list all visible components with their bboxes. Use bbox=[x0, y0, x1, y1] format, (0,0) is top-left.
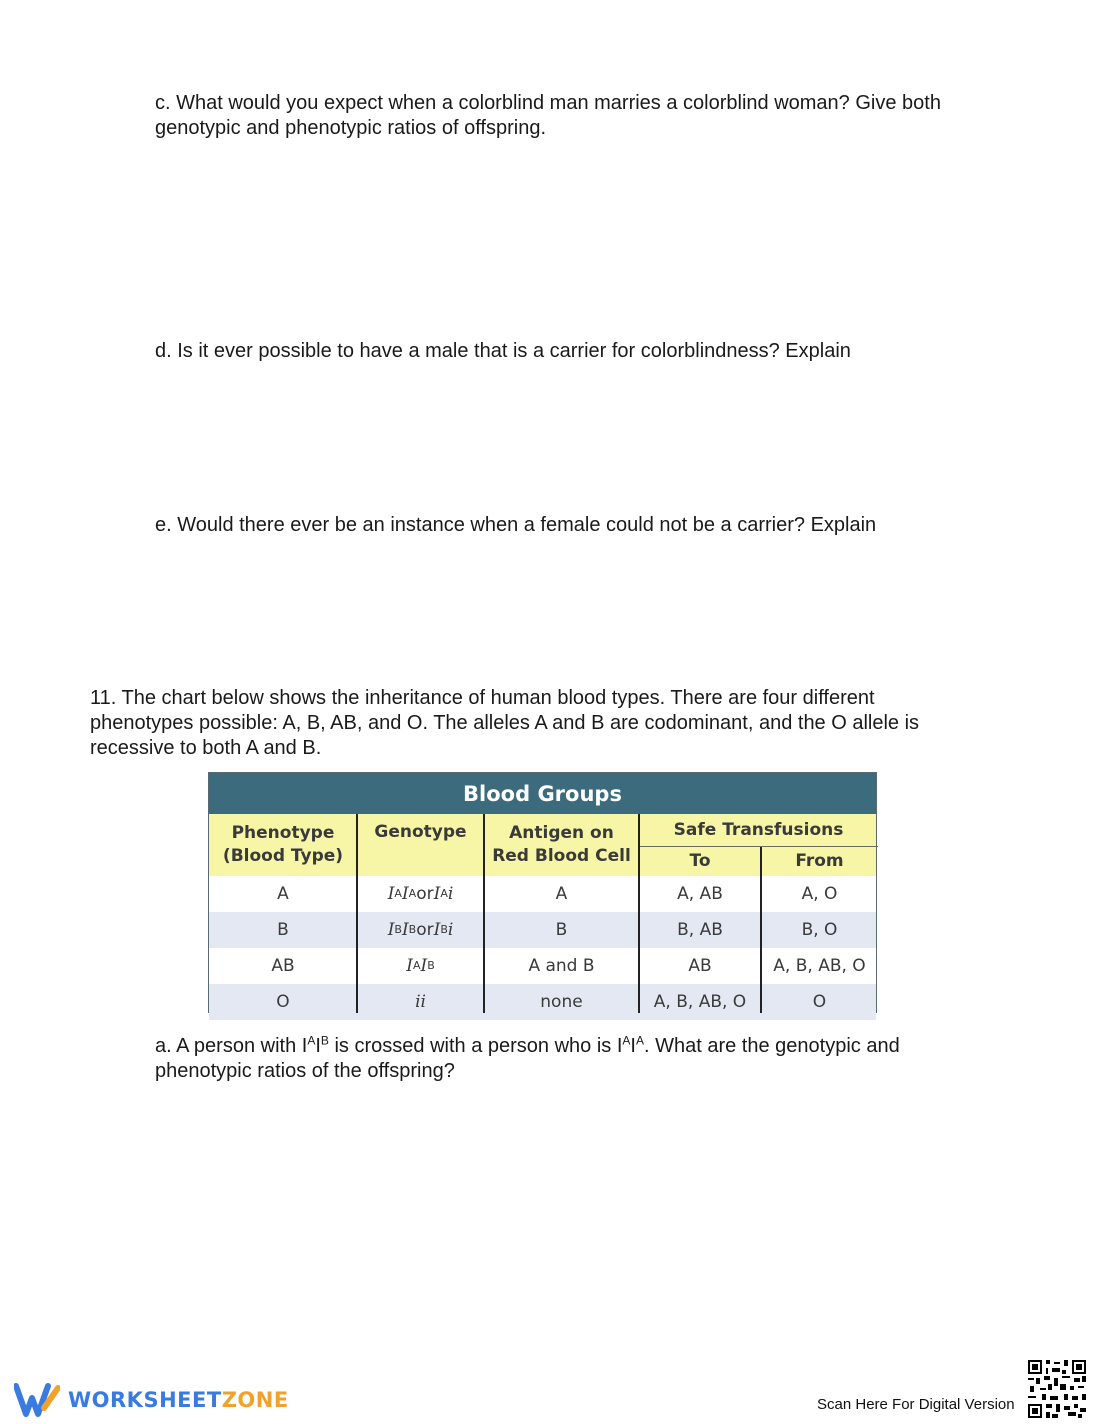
table-header-band bbox=[209, 814, 876, 876]
genotype-cell: I B I B or I B i bbox=[387, 920, 454, 940]
header-phenotype-line1: Phenotype bbox=[231, 823, 335, 843]
question-11 bbox=[90, 686, 919, 761]
brand-name-part2: ZONE bbox=[221, 1388, 289, 1412]
divider bbox=[639, 846, 878, 847]
superscript: A bbox=[307, 1033, 316, 1048]
genotype-symbol: i bbox=[447, 884, 454, 904]
question-a-text-1: a. A person with I bbox=[155, 1035, 308, 1057]
to-cell: AB bbox=[688, 956, 712, 976]
superscript: A bbox=[622, 1033, 631, 1048]
antigen-cell: none bbox=[540, 992, 583, 1012]
phenotype-cell: AB bbox=[271, 956, 295, 976]
genotype-cell: I A I B bbox=[406, 956, 435, 976]
divider bbox=[638, 814, 640, 1013]
superscript: B bbox=[320, 1033, 329, 1048]
table-row bbox=[209, 876, 876, 912]
header-phenotype-line2: (Blood Type) bbox=[222, 846, 344, 866]
genotype-symbol: I bbox=[420, 956, 428, 976]
question-a bbox=[155, 1034, 900, 1084]
to-cell: A, AB bbox=[677, 884, 723, 904]
worksheetzone-logo-icon bbox=[14, 1382, 60, 1418]
from-cell: O bbox=[812, 992, 827, 1012]
to-cell: A, B, AB, O bbox=[653, 992, 747, 1012]
to-cell: B, AB bbox=[677, 920, 723, 940]
genotype-symbol: or bbox=[416, 884, 434, 904]
question-c-line1: c. What would you expect when a colorblind man marries a colorblind woman? Give both bbox=[155, 92, 941, 114]
from-cell: B, O bbox=[801, 920, 838, 940]
header-to: To bbox=[689, 851, 711, 871]
blood-groups-table bbox=[208, 772, 877, 1013]
question-11-line3: recessive to both A and B. bbox=[90, 737, 322, 759]
superscript: A bbox=[635, 1033, 644, 1048]
antigen-cell: B bbox=[555, 920, 568, 940]
genotype-cell: I A I A or I A i bbox=[387, 884, 454, 904]
brand-name bbox=[68, 1388, 289, 1412]
worksheetzone-logo[interactable] bbox=[14, 1382, 289, 1418]
genotype-symbol: or bbox=[416, 920, 434, 940]
question-d: d. Is it ever possible to have a male that is a carrier for colorblindness? Explain bbox=[155, 340, 851, 362]
question-e: e. Would there ever be an instance when a female could not be a carrier? Explain bbox=[155, 514, 877, 536]
question-11-line1: 11. The chart below shows the inheritance of human blood types. There are four different bbox=[90, 687, 875, 709]
antigen-cell: A bbox=[555, 884, 568, 904]
question-a-text-4: I bbox=[630, 1035, 636, 1057]
from-cell: A, O bbox=[801, 884, 838, 904]
phenotype-cell: A bbox=[277, 884, 289, 904]
genotype-symbol: I bbox=[433, 884, 441, 904]
divider bbox=[483, 814, 485, 1013]
qr-code-icon[interactable] bbox=[1028, 1360, 1086, 1418]
antigen-cell: A and B bbox=[528, 956, 595, 976]
header-genotype: Genotype bbox=[374, 821, 467, 842]
genotype-symbol: I bbox=[387, 884, 395, 904]
genotype-cell bbox=[357, 984, 484, 1020]
genotype-symbol: I bbox=[401, 920, 409, 940]
genotype-symbol: I bbox=[387, 920, 395, 940]
phenotype-cell: B bbox=[277, 920, 289, 940]
brand-name-part1: WORKSHEET bbox=[68, 1388, 222, 1412]
table-row bbox=[209, 984, 876, 1020]
header-phenotype bbox=[209, 814, 357, 876]
question-a-line2: phenotypic ratios of the offspring? bbox=[155, 1060, 455, 1082]
genotype-symbol: i bbox=[447, 920, 454, 940]
scan-text: Scan Here For Digital Version bbox=[817, 1396, 1015, 1413]
from-cell: A, B, AB, O bbox=[773, 956, 866, 976]
header-from: From bbox=[795, 851, 844, 871]
genotype-symbol: I bbox=[433, 920, 441, 940]
genotype-symbol: I bbox=[406, 956, 413, 976]
phenotype-cell: O bbox=[276, 992, 290, 1012]
question-a-text-2: I bbox=[315, 1035, 321, 1057]
header-antigen-line1: Antigen on bbox=[509, 823, 614, 843]
divider bbox=[356, 814, 358, 1013]
genotype-symbol: ii bbox=[415, 992, 426, 1012]
header-antigen bbox=[484, 814, 639, 876]
genotype-symbol: I bbox=[401, 884, 409, 904]
table-row bbox=[209, 912, 876, 948]
header-antigen-line2: Red Blood Cell bbox=[492, 846, 631, 866]
header-safe-transfusions: Safe Transfusions bbox=[673, 820, 844, 840]
question-11-line2: phenotypes possible: A, B, AB, and O. The alleles A and B are codominant, and the O allele is bbox=[90, 712, 920, 734]
table-row bbox=[209, 948, 876, 984]
table-title: Blood Groups bbox=[209, 773, 876, 815]
question-c-line2: genotypic and phenotypic ratios of offspring. bbox=[155, 117, 546, 139]
question-c bbox=[155, 91, 941, 141]
question-a-text-5: . What are the genotypic and bbox=[643, 1035, 900, 1057]
divider bbox=[760, 847, 762, 1013]
question-a-text-3: is crossed with a person who is I bbox=[328, 1035, 623, 1057]
